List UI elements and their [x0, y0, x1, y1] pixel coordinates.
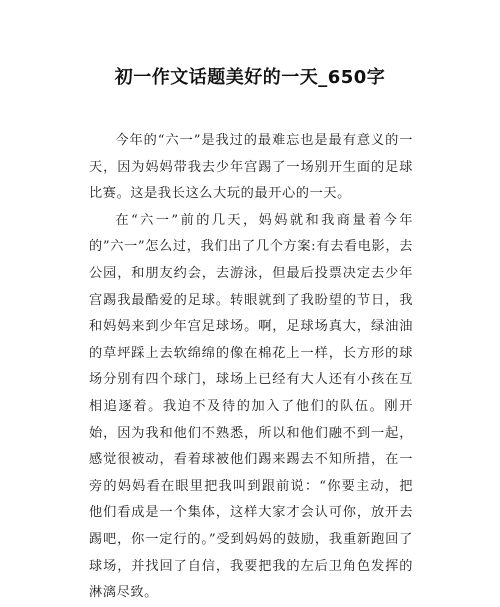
paragraph-1: 今年的“六一”是我过的最难忘也是最有意义的一天，因为妈妈带我去少年宫踢了一场别开生面的足球比赛。这是我长这么大玩的最开心的一天。 [89, 133, 413, 202]
paragraph-2: 在“六一”前的几天，妈妈就和我商量着今年的”六一”怎么过，我们出了几个方案:有去看电影，去公园，和朋友约会，去游泳，但最后投票决定去少年宫踢我最酷爱的足球。转眼就到了我盼望的节日，我和妈妈来到少年宫足球场。啊，足球场真大，绿油油的草坪踩上去软绵绵的像在棉花上一样，长方形的球场分别有四个球门，球场上已经有大人还有小孩在互相追逐着。我迫不及待的加入了他们的队伍。刚开始，因为我和他们不熟悉，所以和他们融不到一起，感觉很被动，看着球被他们踢来踢去不知所措，在一旁的妈妈看在眼里把我叫到跟前说：“你要主动，把他们看成是一个集体，这样大家才会认可你，放开去踢吧，你一定行的。”受到妈妈的鼓励，我重新跑回了球场，并找回了自信，我要把我的左后卫角色发挥的淋漓尽致。 [89, 212, 413, 601]
document-title: 初一作文话题美好的一天_650字 [114, 67, 386, 88]
document-body [89, 128, 413, 607]
